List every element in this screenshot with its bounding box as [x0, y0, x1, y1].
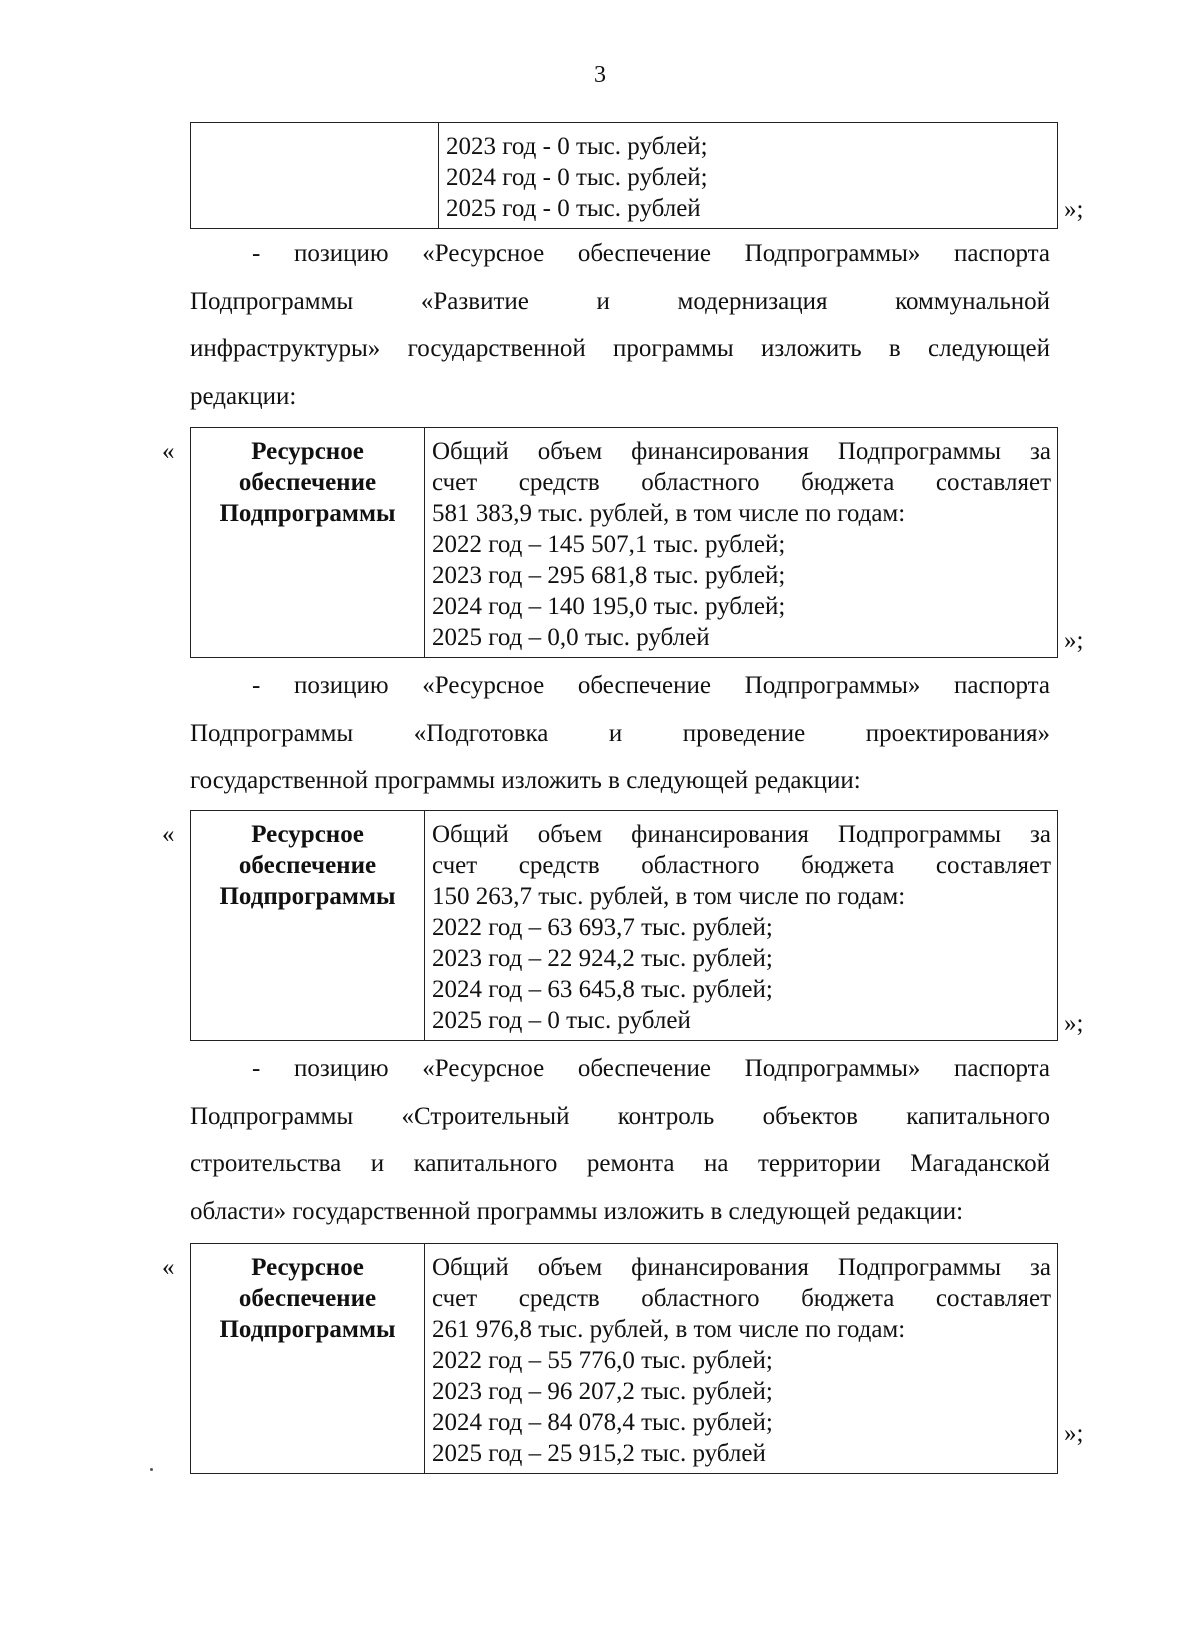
- opening-quote: «: [162, 821, 175, 848]
- content-line: счет средств областного бюджета составляет: [432, 469, 1051, 496]
- opening-quote: «: [162, 438, 175, 465]
- page-number: 3: [594, 62, 606, 88]
- content-line: 2023 год – 96 207,2 тыс. рублей;: [432, 1378, 773, 1405]
- resource-content: [425, 811, 1058, 1041]
- top-table-line: 2025 год - 0 тыс. рублей: [446, 195, 701, 222]
- top-table-line: 2023 год - 0 тыс. рублей;: [446, 133, 708, 160]
- resource-label: [191, 811, 425, 1041]
- closing-quote: »;: [1064, 1420, 1084, 1447]
- top-table-line: 2024 год - 0 тыс. рублей;: [446, 164, 708, 191]
- label-line: Ресурсное: [251, 821, 364, 848]
- content-line: 2023 год – 22 924,2 тыс. рублей;: [432, 945, 773, 972]
- content-line: 2024 год – 140 195,0 тыс. рублей;: [432, 593, 786, 620]
- paragraph-line: редакции:: [190, 382, 297, 410]
- paragraph-line: области» государственной программы изложить в следующей редакции:: [190, 1197, 964, 1225]
- closing-quote: »;: [1064, 196, 1084, 223]
- paragraph-line: Подпрограммы «Развитие и модернизация коммунальной: [190, 287, 1050, 315]
- closing-quote: »;: [1064, 627, 1084, 654]
- paragraph-line: строительства и капитального ремонта на территории Магаданской: [190, 1150, 1050, 1177]
- content-line: счет средств областного бюджета составляет: [432, 1285, 1051, 1312]
- top-table-empty-cell: [191, 123, 439, 229]
- label-line: Подпрограммы: [219, 883, 396, 910]
- resource-table-1: [190, 427, 1058, 658]
- paragraph-line: - позицию «Ресурсное обеспечение Подпрограммы» паспорта: [252, 240, 1050, 267]
- label-line: Ресурсное: [251, 1254, 364, 1281]
- content-line: 2024 год – 63 645,8 тыс. рублей;: [432, 976, 773, 1003]
- paragraph-line: - позицию «Ресурсное обеспечение Подпрограммы» паспорта: [252, 1055, 1050, 1082]
- label-line: Ресурсное: [251, 438, 364, 465]
- resource-label: [191, 1244, 425, 1474]
- opening-quote: «: [162, 1254, 175, 1281]
- content-line: 2024 год – 84 078,4 тыс. рублей;: [432, 1409, 773, 1436]
- paragraph-line: инфраструктуры» государственной программы изложить в следующей: [190, 335, 1050, 362]
- resource-table-3: [190, 1243, 1058, 1474]
- content-line: 2022 год – 63 693,7 тыс. рублей;: [432, 914, 773, 941]
- resource-content: [425, 428, 1058, 658]
- content-line: Общий объем финансирования Подпрограммы за: [432, 821, 1051, 848]
- content-line: 2025 год – 0 тыс. рублей: [432, 1007, 691, 1034]
- paragraph-line: - позицию «Ресурсное обеспечение Подпрограммы» паспорта: [252, 672, 1050, 699]
- top-table: [190, 122, 1058, 229]
- content-line: 150 263,7 тыс. рублей, в том числе по годам:: [432, 883, 906, 910]
- resource-table-2: [190, 810, 1058, 1041]
- paragraph-line: Подпрограммы «Строительный контроль объектов капитального: [190, 1102, 1050, 1130]
- label-line: Подпрограммы: [219, 1316, 396, 1343]
- label-line: обеспечение: [238, 469, 377, 496]
- resource-content: [425, 1244, 1058, 1474]
- resource-label: [191, 428, 425, 658]
- content-line: 2025 год – 0,0 тыс. рублей: [432, 624, 710, 651]
- content-line: 2022 год – 55 776,0 тыс. рублей;: [432, 1347, 773, 1374]
- label-line: Подпрограммы: [219, 500, 396, 527]
- paragraph-line: Подпрограммы «Подготовка и проведение проектирования»: [190, 719, 1050, 747]
- content-line: Общий объем финансирования Подпрограммы за: [432, 438, 1051, 465]
- paragraph-3: [190, 1045, 1050, 1235]
- closing-quote: »;: [1064, 1010, 1084, 1037]
- label-line: обеспечение: [238, 1285, 377, 1312]
- content-line: Общий объем финансирования Подпрограммы за: [432, 1254, 1051, 1281]
- top-table-content: [439, 123, 1058, 229]
- content-line: 2022 год – 145 507,1 тыс. рублей;: [432, 531, 786, 558]
- paragraph-2: [190, 662, 1050, 805]
- paragraph-1: [190, 230, 1050, 420]
- content-line: 2023 год – 295 681,8 тыс. рублей;: [432, 562, 786, 589]
- label-line: обеспечение: [238, 852, 377, 879]
- scan-speck: [150, 1468, 153, 1471]
- content-line: 581 383,9 тыс. рублей, в том числе по годам:: [432, 500, 906, 527]
- content-line: 2025 год – 25 915,2 тыс. рублей: [432, 1440, 766, 1467]
- content-line: 261 976,8 тыс. рублей, в том числе по годам:: [432, 1316, 906, 1343]
- content-line: счет средств областного бюджета составляет: [432, 852, 1051, 879]
- paragraph-line: государственной программы изложить в следующей редакции:: [190, 767, 861, 794]
